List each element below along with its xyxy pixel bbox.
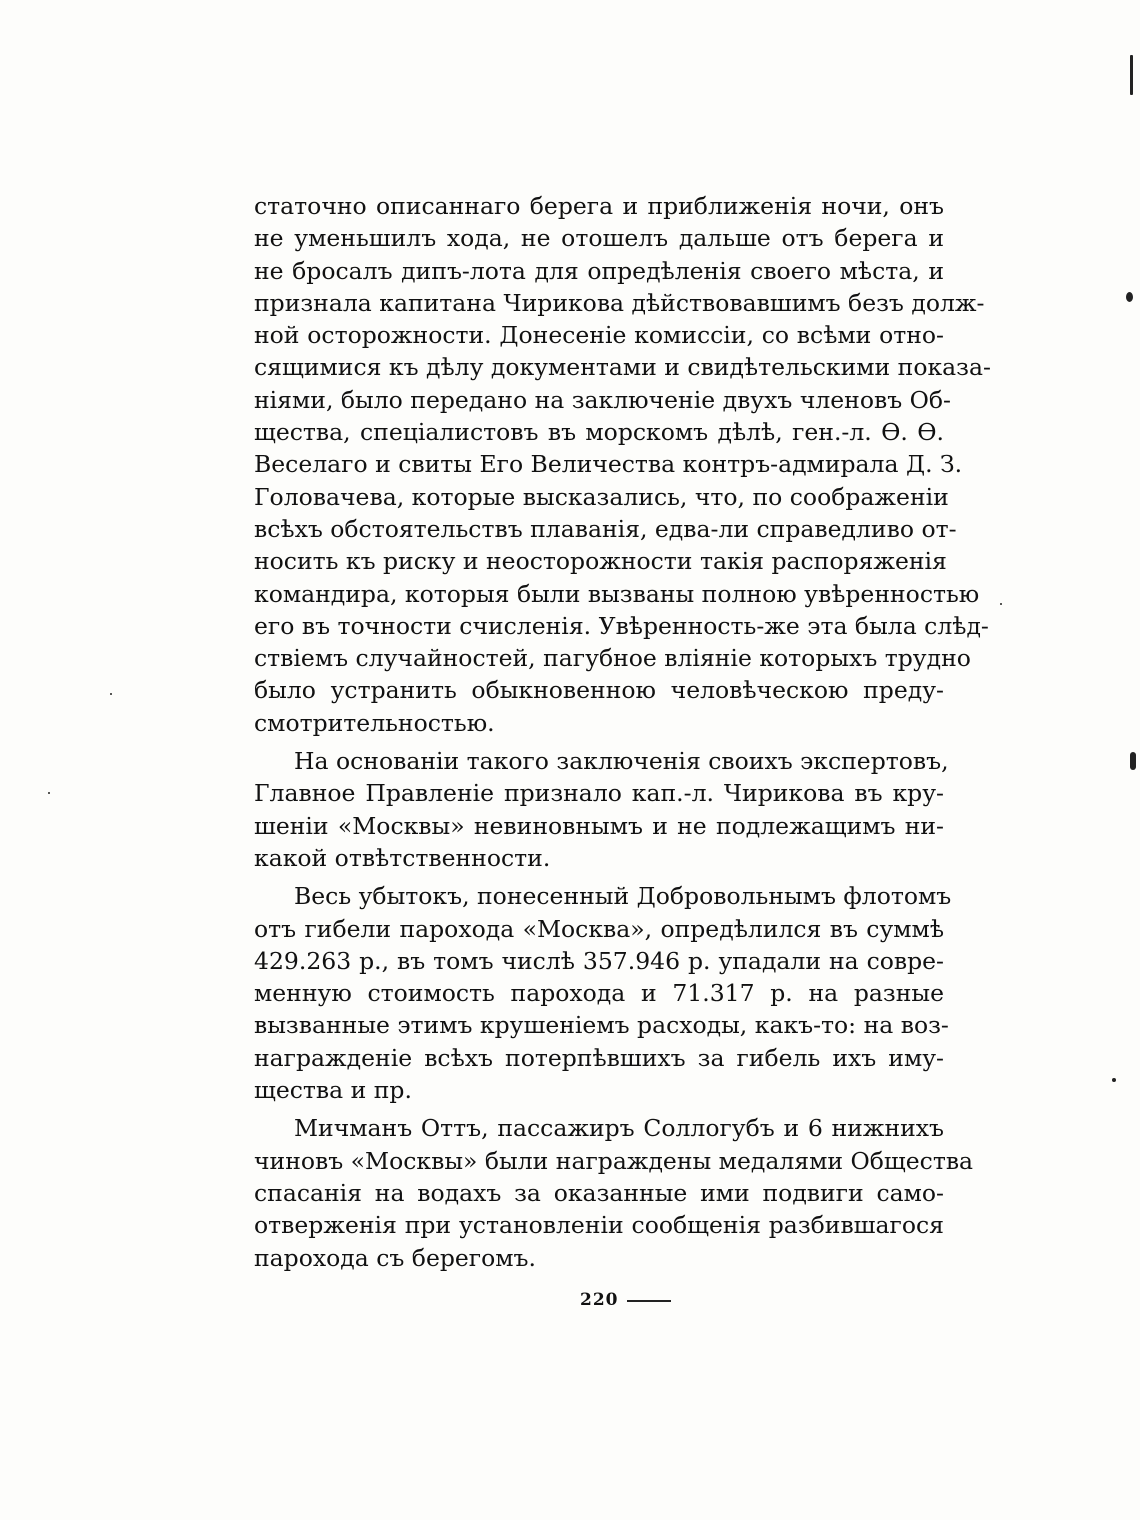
text-line: 429.263 р., въ томъ числѣ 357.946 р. упадали на совре- [254,946,944,975]
text-line: командира, которыя были вызваны полною увѣренностью [254,579,980,608]
text-line: сящимися къ дѣлу документами и свидѣтельскими показа- [254,353,991,382]
text-line: чиновъ «Москвы» были награждены медалями Общества [254,1146,974,1175]
text-line: статочно описаннаго берега и приближенія ночи, онъ [254,192,944,220]
text-line: На основаніи такого заключенія своихъ экспертовъ, [294,747,949,776]
text-line: отъ гибели парохода «Москва», опредѣлился въ суммѣ [254,914,944,943]
scan-speck [48,792,50,794]
text-line: не бросалъ дипъ-лота для опредѣленія своего мѣста, и [254,256,944,285]
text-line: Весь убытокъ, понесенный Добровольнымъ флотомъ [294,882,952,911]
text-line: признала капитана Чирикова дѣйствовавшимъ безъ долж- [254,288,985,317]
page-number [580,1290,671,1310]
text-line: было устранить обыкновенною человѣческою преду- [254,676,944,705]
text-line: отверженія при установленіи сообщенія разбившагося [254,1211,944,1240]
scan-speck [1126,292,1133,302]
text-line: его въ точности счисленія. Увѣренность-же эта была слѣд- [254,611,989,640]
text-line: вызванные этимъ крушеніемъ расходы, какъ-то: на воз- [254,1011,949,1040]
text-line: ствіемъ случайностей, пагубное вліяніе которыхъ трудно [254,644,971,673]
text-line: носить къ риску и неосторожности такія распоряженія [254,547,947,576]
text-line: не уменьшилъ хода, не отошелъ дальше отъ берега и [254,224,944,253]
text-line: какой отвѣтственности. [254,843,551,872]
page-number-label: 220 [580,1290,619,1310]
body-text [254,190,991,1280]
text-line: Мичманъ Оттъ, пассажиръ Соллогубъ и 6 нижнихъ [294,1114,944,1143]
paragraph [254,745,949,874]
text-line: парохода съ берегомъ. [254,1243,536,1272]
text-line: ніями, было передано на заключеніе двухъ членовъ Об- [254,385,952,414]
text-line: спасанія на водахъ за оказанные ими подвиги само- [254,1178,944,1207]
text-line: Главное Правленіе признало кап.-л. Чирикова въ кру- [254,779,944,808]
scan-speck [110,693,112,695]
scan-speck [1112,1078,1116,1082]
text-line: Веселаго и свиты Его Величества контръ-адмирала Д. З. [254,450,963,479]
text-line: Головачева, которые высказались, что, по соображеніи [254,482,949,511]
scan-speck [1130,55,1133,95]
text-line: щества и пр. [254,1076,412,1105]
scan-speck [1130,752,1136,770]
scan-speck [1000,603,1002,605]
text-line: всѣхъ обстоятельствъ плаванія, едва-ли справедливо от- [254,514,957,543]
text-line: менную стоимость парохода и 71.317 р. на разные [254,979,944,1008]
text-line: щества, спеціалистовъ въ морскомъ дѣлѣ, ген.-л. Ѳ. Ѳ. [254,418,944,447]
paragraph [254,880,952,1106]
paragraph [254,190,991,739]
page-number-dash [627,1300,671,1302]
paragraph [254,1112,974,1273]
text-line: награжденіе всѣхъ потерпѣвшихъ за гибель ихъ иму- [254,1043,944,1072]
text-line: смотрительностью. [254,708,495,737]
text-line: ной осторожности. Донесеніе комиссіи, со всѣми отно- [254,321,944,350]
text-line: шеніи «Москвы» невиновнымъ и не подлежащимъ ни- [254,811,944,840]
